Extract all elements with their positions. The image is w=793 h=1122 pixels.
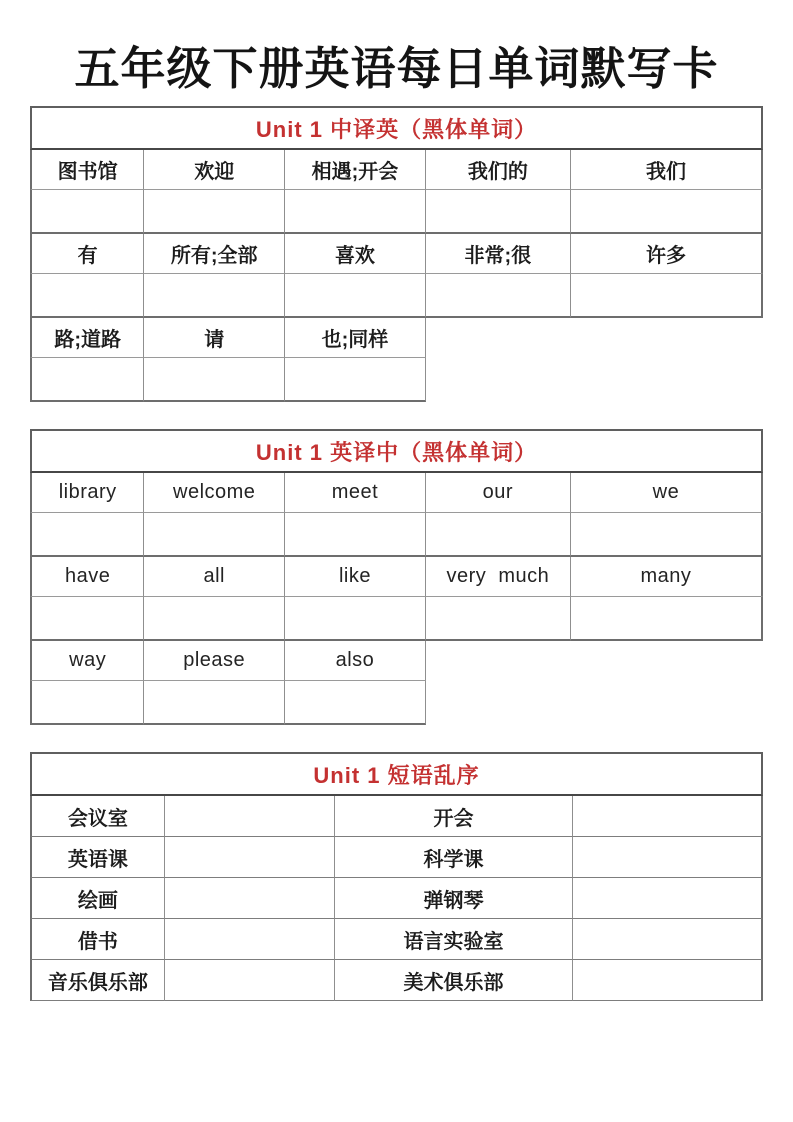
page-title: 五年级下册英语每日单词默写卡: [74, 43, 719, 94]
word-cell: [426, 150, 571, 190]
word-text: 欢迎: [194, 161, 235, 183]
word-cell: [285, 318, 426, 358]
answer-blank-cell: [165, 919, 335, 960]
word-text: 开会: [433, 807, 474, 830]
answer-blank-cell: [165, 796, 335, 837]
table-unit1-zh-to-en: [30, 106, 763, 402]
word-cell: [335, 878, 573, 919]
table-row: [30, 681, 763, 725]
word-cell: [144, 473, 285, 513]
word-text: library: [58, 481, 117, 503]
answer-blank-cell: [573, 919, 763, 960]
word-text: many: [640, 565, 692, 587]
word-cell: [30, 960, 165, 1001]
word-cell: [144, 318, 285, 358]
answer-blank-cell: [571, 597, 763, 641]
word-text: 英语课: [67, 848, 128, 871]
word-cell: [285, 557, 426, 597]
word-text: 我们: [645, 161, 686, 183]
word-cell: [285, 234, 426, 274]
answer-blank-cell: [285, 358, 426, 402]
answer-blank-cell: [426, 597, 571, 641]
answer-blank-cell: [144, 513, 285, 557]
word-cell: [285, 473, 426, 513]
word-cell: [144, 641, 285, 681]
word-text: 图书馆: [57, 161, 118, 183]
table-row: [30, 318, 763, 358]
word-cell: [30, 473, 144, 513]
answer-blank-cell: [285, 513, 426, 557]
word-text: 喜欢: [334, 245, 375, 267]
word-cell: [30, 641, 144, 681]
word-text: meet: [331, 481, 379, 503]
word-text: very much: [446, 565, 550, 587]
word-cell: [30, 150, 144, 190]
word-cell: [285, 150, 426, 190]
word-cell: [571, 473, 763, 513]
table-row: [30, 597, 763, 641]
word-cell: [426, 234, 571, 274]
answer-blank-cell: [144, 358, 285, 402]
word-text: 许多: [645, 245, 686, 267]
table-title-unit1-phrases: Unit 1 短语乱序: [30, 752, 763, 796]
word-text: 非常;很: [464, 245, 532, 267]
word-cell: [335, 960, 573, 1001]
word-text: 弹钢琴: [423, 889, 484, 912]
word-text: 音乐俱乐部: [47, 971, 148, 994]
word-text: 绘画: [77, 889, 118, 912]
word-cell: [285, 641, 426, 681]
word-text: 美术俱乐部: [403, 971, 504, 994]
word-text: 路;道路: [54, 329, 121, 351]
word-text: have: [64, 565, 111, 587]
word-text: 科学课: [423, 848, 484, 871]
table-row: [30, 960, 763, 1001]
answer-blank-cell: [285, 681, 426, 725]
answer-blank-cell: [426, 513, 571, 557]
word-cell: [426, 557, 571, 597]
table-unit1-en-to-zh: [30, 429, 763, 725]
table-row: [30, 641, 763, 681]
answer-blank-cell: [165, 837, 335, 878]
table-row: [30, 358, 763, 402]
word-cell: [426, 473, 571, 513]
answer-blank-cell: [144, 274, 285, 318]
table-row: [30, 919, 763, 960]
word-text: 会议室: [67, 807, 128, 830]
word-cell: [571, 557, 763, 597]
answer-blank-cell: [30, 513, 144, 557]
word-cell: [144, 150, 285, 190]
word-cell: [30, 878, 165, 919]
word-cell: [571, 150, 763, 190]
word-cell: [335, 837, 573, 878]
answer-blank-cell: [30, 358, 144, 402]
word-cell: [30, 318, 144, 358]
word-text: also: [335, 649, 375, 671]
table-row: [30, 190, 763, 234]
word-text: 有: [77, 245, 98, 267]
word-text: all: [203, 565, 225, 587]
word-cell: [335, 796, 573, 837]
table-row: [30, 150, 763, 190]
word-text: welcome: [173, 481, 256, 503]
word-text: 我们的: [467, 161, 528, 183]
answer-blank-cell: [573, 837, 763, 878]
answer-blank-cell: [30, 274, 144, 318]
answer-blank-cell: [144, 597, 285, 641]
word-text: we: [652, 481, 680, 503]
word-cell: [30, 919, 165, 960]
answer-blank-cell: [144, 190, 285, 234]
word-text: 借书: [77, 930, 118, 953]
word-text: like: [338, 565, 371, 587]
answer-blank-cell: [426, 274, 571, 318]
word-text: 请: [204, 329, 225, 351]
table-row: [30, 234, 763, 274]
word-text: 所有;全部: [170, 245, 258, 267]
word-cell: [335, 919, 573, 960]
word-cell: [144, 234, 285, 274]
word-cell: [144, 557, 285, 597]
tables-container: [30, 106, 763, 1001]
word-cell: [30, 557, 144, 597]
answer-blank-cell: [144, 681, 285, 725]
word-text: 也;同样: [321, 329, 389, 351]
answer-blank-cell: [285, 190, 426, 234]
answer-blank-cell: [30, 597, 144, 641]
table-title-unit1-en-to-zh: Unit 1 英译中（黑体单词）: [30, 429, 763, 473]
answer-blank-cell: [573, 960, 763, 1001]
answer-blank-cell: [30, 681, 144, 725]
word-text: please: [183, 649, 246, 671]
word-text: way: [69, 649, 107, 671]
answer-blank-cell: [571, 513, 763, 557]
table-row: [30, 837, 763, 878]
word-cell: [30, 837, 165, 878]
answer-blank-cell: [571, 274, 763, 318]
word-cell: [30, 796, 165, 837]
word-text: our: [482, 481, 514, 503]
table-unit1-phrases: [30, 752, 763, 1001]
table-row: [30, 513, 763, 557]
table-row: [30, 557, 763, 597]
answer-blank-cell: [573, 796, 763, 837]
answer-blank-cell: [165, 878, 335, 919]
table-row: [30, 274, 763, 318]
answer-blank-cell: [285, 597, 426, 641]
answer-blank-cell: [573, 878, 763, 919]
word-text: 语言实验室: [403, 930, 504, 953]
word-cell: [571, 234, 763, 274]
table-row: [30, 796, 763, 837]
answer-blank-cell: [30, 190, 144, 234]
answer-blank-cell: [285, 274, 426, 318]
answer-blank-cell: [426, 190, 571, 234]
word-text: 相遇;开会: [311, 161, 399, 183]
answer-blank-cell: [165, 960, 335, 1001]
table-row: [30, 473, 763, 513]
word-cell: [30, 234, 144, 274]
table-row: [30, 878, 763, 919]
table-title-unit1-zh-to-en: Unit 1 中译英（黑体单词）: [30, 106, 763, 150]
answer-blank-cell: [571, 190, 763, 234]
